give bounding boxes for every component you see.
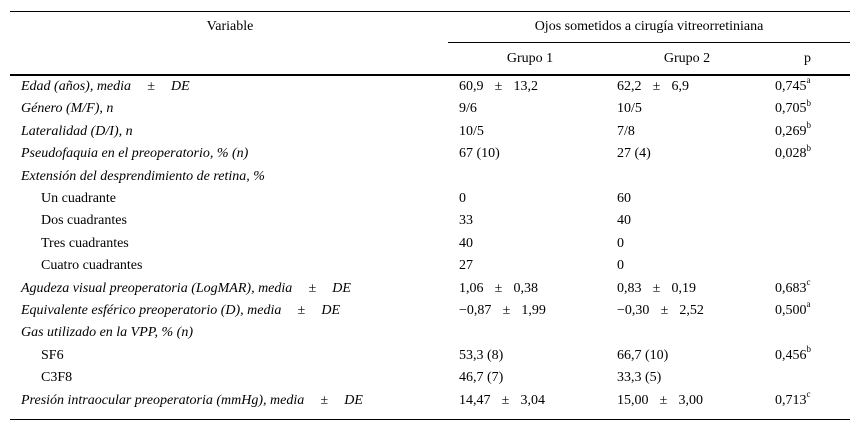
- group1-mean: 40: [459, 235, 473, 251]
- row-label-tail: DE: [321, 303, 341, 318]
- p-value-footnote-mark: a: [806, 299, 811, 310]
- group1-value: [459, 347, 503, 365]
- p-value: [775, 142, 811, 163]
- p-value: [775, 120, 811, 141]
- p-value-number: 0,713: [775, 392, 807, 408]
- plus-minus-symbol: ±: [659, 392, 668, 408]
- group1-mean: 14,47: [459, 392, 491, 408]
- row-label-text: Un cuadrante: [41, 191, 117, 206]
- p-value-footnote-mark: b: [806, 142, 811, 153]
- row-label-text: Tres cuadrantes: [41, 235, 129, 251]
- group1-value: [459, 78, 538, 96]
- group1-sd: 3,04: [520, 392, 545, 408]
- group2-sd: 2,52: [679, 303, 704, 318]
- p-value-footnote-mark: c: [806, 388, 811, 399]
- group2-value: [617, 392, 703, 410]
- group2-mean: 15,00: [617, 392, 649, 408]
- group1-value: [459, 257, 473, 275]
- row-label: [21, 123, 133, 141]
- group1-value: [459, 123, 484, 141]
- group2-mean: 33,3 (5): [617, 370, 662, 386]
- group1-mean: −0,87: [459, 303, 492, 318]
- row-label: [41, 257, 142, 275]
- group1-mean: 0: [459, 191, 466, 206]
- group1-mean: 10/5: [459, 123, 484, 139]
- group2-sd: 0,19: [671, 280, 696, 296]
- group2-sd: 6,9: [671, 79, 689, 94]
- group1-mean: 67 (10): [459, 146, 500, 162]
- p-value-number: 0,269: [775, 123, 807, 139]
- p-value-number: 0,683: [775, 280, 807, 296]
- group1-mean: 53,3 (8): [459, 347, 504, 363]
- group2-mean: 27 (4): [617, 146, 651, 162]
- group2-value: [617, 145, 651, 163]
- p-value-number: 0,745: [775, 79, 807, 94]
- group2-mean: 0: [617, 258, 624, 274]
- group1-mean: 1,06: [459, 280, 484, 296]
- plus-minus-symbol: ±: [652, 280, 661, 296]
- plus-minus-symbol: ±: [501, 392, 510, 408]
- row-label: [41, 190, 116, 208]
- row-label-text: Pseudofaquia en el preoperatorio, % (n): [21, 146, 249, 162]
- p-value-footnote-mark: a: [806, 75, 811, 86]
- group1-mean: 33: [459, 213, 473, 229]
- row-label-tail: DE: [171, 79, 190, 94]
- header-col-p: p: [804, 51, 811, 66]
- group-underline: [448, 42, 850, 43]
- group2-mean: 40: [617, 213, 631, 229]
- row-label: [41, 347, 64, 365]
- group1-sd: 13,2: [513, 79, 538, 94]
- row-label: [21, 78, 190, 96]
- group1-value: [459, 100, 477, 118]
- group2-value: [617, 235, 624, 253]
- group2-value: [617, 369, 661, 387]
- row-label: [21, 145, 248, 163]
- row-label: [21, 392, 363, 410]
- row-label-text: Lateralidad (D/I), n: [21, 123, 133, 139]
- group2-value: [617, 123, 635, 141]
- row-label-text: Género (M/F), n: [21, 101, 114, 117]
- row-label-text: Extensión del desprendimiento de retina, %: [21, 168, 265, 184]
- row-label: [21, 100, 113, 118]
- group2-mean: 0: [617, 235, 624, 251]
- p-value-number: 0,500: [775, 303, 807, 318]
- p-value: [775, 276, 811, 298]
- header-col-group2: Grupo 2: [663, 51, 711, 66]
- group2-sd: 3,00: [678, 392, 703, 408]
- group2-mean: −0,30: [617, 303, 650, 318]
- group2-mean: 62,2: [617, 79, 642, 94]
- group2-value: [617, 302, 704, 320]
- group1-value: [459, 145, 500, 163]
- row-label: [21, 168, 265, 186]
- group2-value: [617, 280, 696, 298]
- p-value-number: 0,028: [775, 146, 807, 162]
- group1-sd: 1,99: [521, 303, 546, 318]
- row-label-text: C3F8: [41, 370, 73, 386]
- group2-mean: 60: [617, 191, 631, 206]
- p-value-number: 0,456: [775, 347, 807, 363]
- row-label-text: Equivalente esférico preoperatorio (D), media: [21, 303, 282, 318]
- group2-value: [617, 212, 631, 230]
- top-rule: [10, 11, 850, 12]
- plus-minus-symbol: ±: [297, 303, 306, 318]
- row-label-text: Dos cuadrantes: [41, 213, 127, 229]
- p-value: [775, 344, 811, 365]
- p-value: [775, 388, 811, 410]
- p-value: [775, 299, 811, 320]
- row-label-tail: DE: [332, 280, 351, 296]
- group1-value: [459, 302, 546, 320]
- group1-mean: 9/6: [459, 101, 477, 117]
- p-value-footnote-mark: b: [806, 120, 811, 131]
- plus-minus-symbol: ±: [308, 280, 317, 296]
- group1-sd: 0,38: [513, 280, 538, 296]
- group1-value: [459, 212, 473, 230]
- bottom-rule: [10, 419, 850, 420]
- row-label-text: Presión intraocular preoperatoria (mmHg), media: [21, 392, 305, 408]
- row-label-text: Edad (años), media: [21, 79, 132, 94]
- row-label: [21, 280, 351, 298]
- row-label-tail: DE: [344, 392, 363, 408]
- plus-minus-symbol: ±: [652, 79, 661, 94]
- row-label: [41, 235, 129, 253]
- row-label-text: Cuatro cuadrantes: [41, 258, 143, 274]
- row-label: [41, 212, 127, 230]
- p-value-footnote-mark: c: [806, 276, 811, 287]
- plus-minus-symbol: ±: [147, 79, 155, 94]
- group1-value: [459, 235, 473, 253]
- header-group-title: Ojos sometidos a cirugía vitreorretiniana: [534, 19, 764, 34]
- row-label: [41, 369, 72, 387]
- row-label: [21, 324, 193, 342]
- p-value-number: 0,705: [775, 101, 807, 117]
- p-value-footnote-mark: b: [806, 97, 811, 108]
- row-label: [21, 302, 340, 320]
- plus-minus-symbol: ±: [660, 303, 669, 318]
- group1-mean: 46,7 (7): [459, 370, 504, 386]
- group2-value: [617, 78, 689, 96]
- group2-value: [617, 100, 642, 118]
- group2-mean: 7/8: [617, 123, 635, 139]
- group1-value: [459, 190, 466, 208]
- plus-minus-symbol: ±: [502, 303, 511, 318]
- group1-mean: 60,9: [459, 79, 484, 94]
- row-label-text: Agudeza visual preoperatoria (LogMAR), media: [21, 280, 293, 296]
- group2-mean: 66,7 (10): [617, 347, 669, 363]
- row-label-text: Gas utilizado en la VPP, % (n): [21, 325, 194, 341]
- group1-value: [459, 392, 545, 410]
- header-bottom-rule: [10, 74, 850, 76]
- group2-mean: 0,83: [617, 280, 642, 296]
- plus-minus-symbol: ±: [494, 280, 503, 296]
- group1-value: [459, 369, 503, 387]
- plus-minus-symbol: ±: [494, 79, 503, 94]
- p-value: [775, 75, 811, 96]
- group2-value: [617, 190, 631, 208]
- header-variable: Variable: [206, 19, 254, 34]
- group1-mean: 27: [459, 258, 473, 274]
- group2-value: [617, 347, 668, 365]
- plus-minus-symbol: ±: [320, 392, 329, 408]
- p-value-footnote-mark: b: [806, 344, 811, 355]
- group2-value: [617, 257, 624, 275]
- group1-value: [459, 280, 538, 298]
- group2-mean: 10/5: [617, 101, 642, 117]
- row-label-text: SF6: [41, 347, 64, 363]
- header-col-group1: Grupo 1: [506, 51, 554, 66]
- p-value: [775, 97, 811, 118]
